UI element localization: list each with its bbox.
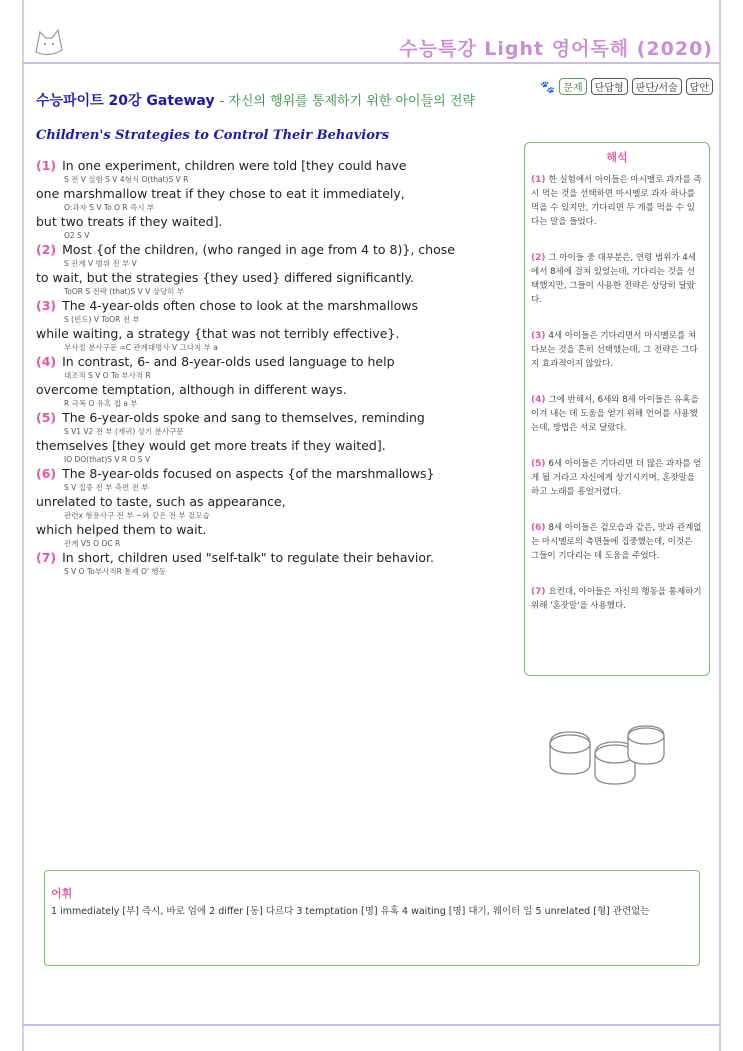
left-frame-line: [22, 0, 24, 1051]
gloss: 부사절 분사구문 =C 관계대명사 V 그다지 부 a: [64, 343, 218, 352]
tag-short-answer: 단답형: [591, 78, 628, 95]
translation-line: (7) 요컨대, 아이들은 자신의 행동을 통제하기 위해 '혼잣말'을 사용했다.: [531, 587, 702, 611]
gloss: O2 S V: [64, 231, 90, 240]
gloss: S 관계 V 범위 전 부 V: [64, 259, 137, 268]
sentence-2-line-b: to wait, but the strategies {they used} differed significantly.: [36, 270, 414, 285]
sentence-5-line-a: (5) The 6-year-olds spoke and sang to themselves, reminding: [36, 410, 425, 425]
tag-problem: 문제: [559, 78, 586, 95]
cat-logo-icon: [32, 24, 66, 58]
gloss: S (빈도) V ToOR 전 부: [64, 315, 140, 324]
marshmallow-illustration-icon: [540, 724, 670, 790]
gloss: S V1 V2 전 부 (재귀) 상기 분사구문: [64, 427, 184, 436]
book-title: 수능특강 Light 영어독해 (2020): [399, 38, 713, 60]
gloss: 관련x 형용사구 전 부 ~와 같은 전 부 겉모습: [64, 511, 210, 520]
translation-line: (3) 4세 아이들은 기다리면서 마시멜로를 쳐다보는 것을 흔히 선택했는데, 그 전략은 그다지 효과적이지 않았다.: [531, 331, 698, 369]
sentence-1-line-b: one marshmallow treat if they chose to eat it immediately,: [36, 186, 405, 201]
sentence-5-line-b: themselves [they would get more treats if they waited].: [36, 438, 386, 453]
gloss: 대조적 S V O To 부사적 R: [64, 371, 151, 380]
gloss: ToOR S 전략 (that)S V V 상당히 부: [64, 287, 185, 296]
translation-line: (6) 8세 아이들은 겉모습과 같은, 맛과 관계없는 마시멜로의 측면들에 집중했는데, 이것은 그들이 기다리는 데 도움을 주었다.: [531, 523, 702, 561]
sentence-1-line-a: (1) In one experiment, children were told [they could have: [36, 158, 407, 173]
gloss: S V 집중 전 부 측면 전 부: [64, 483, 149, 492]
sentence-3-line-a: (3) The 4-year-olds often chose to look at the marshmallows: [36, 298, 418, 313]
vocabulary-title: 어휘: [51, 887, 73, 900]
header-rule: [22, 62, 721, 64]
sentence-6-line-a: (6) The 8-year-olds focused on aspects {of the marshmallows}: [36, 466, 435, 481]
sentence-7-line-a: (7) In short, children used "self-talk" to regulate their behavior.: [36, 550, 435, 565]
translation-line: (1) 한 실험에서 아이들은 마시멜로 과자를 즉시 먹는 것을 선택하면 마시멜로 과자 하나를 먹을 수 있지만, 기다리면 두 개를 먹을 수 있다는 말을 들었다.: [531, 175, 702, 227]
sentence-6-line-c: which helped them to wait.: [36, 522, 207, 537]
gloss: 관계 V5 O OC R: [64, 539, 121, 548]
footer-rule: [22, 1024, 721, 1026]
vocabulary-list: 1 immediately [부] 즉시, 바로 엄에 2 differ [동] 다르다 3 temptation [명] 유혹 4 waiting [명] 대기, 웨이터 일 5 unrelated [형] 관련없는: [51, 906, 650, 917]
sentence-2-line-a: (2) Most {of the children, (who ranged in age from 4 to 8)}, chose: [36, 242, 455, 257]
passage: [36, 158, 498, 578]
lesson-title-text: 수능파이트 20강 Gateway: [36, 93, 215, 109]
sentence-6-line-b: unrelated to taste, such as appearance,: [36, 494, 286, 509]
tag-answer: 답안: [686, 78, 713, 95]
lesson-subtitle: - 자신의 행위를 통제하기 위한 아이들의 전략: [219, 94, 475, 109]
tag-judgement: 판단/서술: [632, 78, 682, 95]
sentence-4-line-a: (4) In contrast, 6- and 8-year-olds used language to help: [36, 354, 395, 369]
paw-icon: 🐾: [540, 79, 556, 94]
translation-line: (2) 그 아이들 중 대부분은, 연령 범위가 4세에서 8세에 걸쳐 있었는데, 기다리는 것을 선택했지만, 그들이 사용한 전략은 상당히 달랐다.: [531, 253, 696, 305]
passage-title: Children's Strategies to Control Their Behaviors: [36, 128, 390, 143]
translation-line: (4) 그에 반해서, 6세와 8세 아이들은 유혹을 이겨 내는 데 도움을 얻기 위해 언어를 사용했는데, 방법은 서로 달랐다.: [531, 395, 699, 433]
gloss: S V O To부사적R 통제 O' 행동: [64, 567, 166, 576]
lesson-title: [36, 90, 475, 110]
gloss: S 전 V 실험 S V 4형식 O(that)S V R: [64, 175, 189, 184]
sentence-3-line-b: while waiting, a strategy {that was not terribly effective}.: [36, 326, 400, 341]
vocabulary-box: [44, 870, 700, 966]
gloss: R 극복 O 유혹 접 a 부: [64, 399, 138, 408]
gloss: O:과자 S V To O R 즉시 부: [64, 203, 155, 212]
gloss: IO DO(that)S V R O S V: [64, 455, 151, 464]
sentence-4-line-b: overcome temptation, although in different ways.: [36, 382, 347, 397]
sentence-1-line-c: but two treats if they waited].: [36, 214, 223, 229]
translation-panel: [524, 142, 710, 676]
translation-line: (5) 6세 아이들은 기다리면 더 많은 과자를 얻게 될 거라고 자신에게 상기시키며, 혼잣말을 하고 노래를 흥얼거렸다.: [531, 459, 702, 497]
question-type-tags: [540, 78, 713, 95]
right-frame-line: [719, 0, 721, 1051]
translation-title: 해석: [606, 151, 628, 164]
